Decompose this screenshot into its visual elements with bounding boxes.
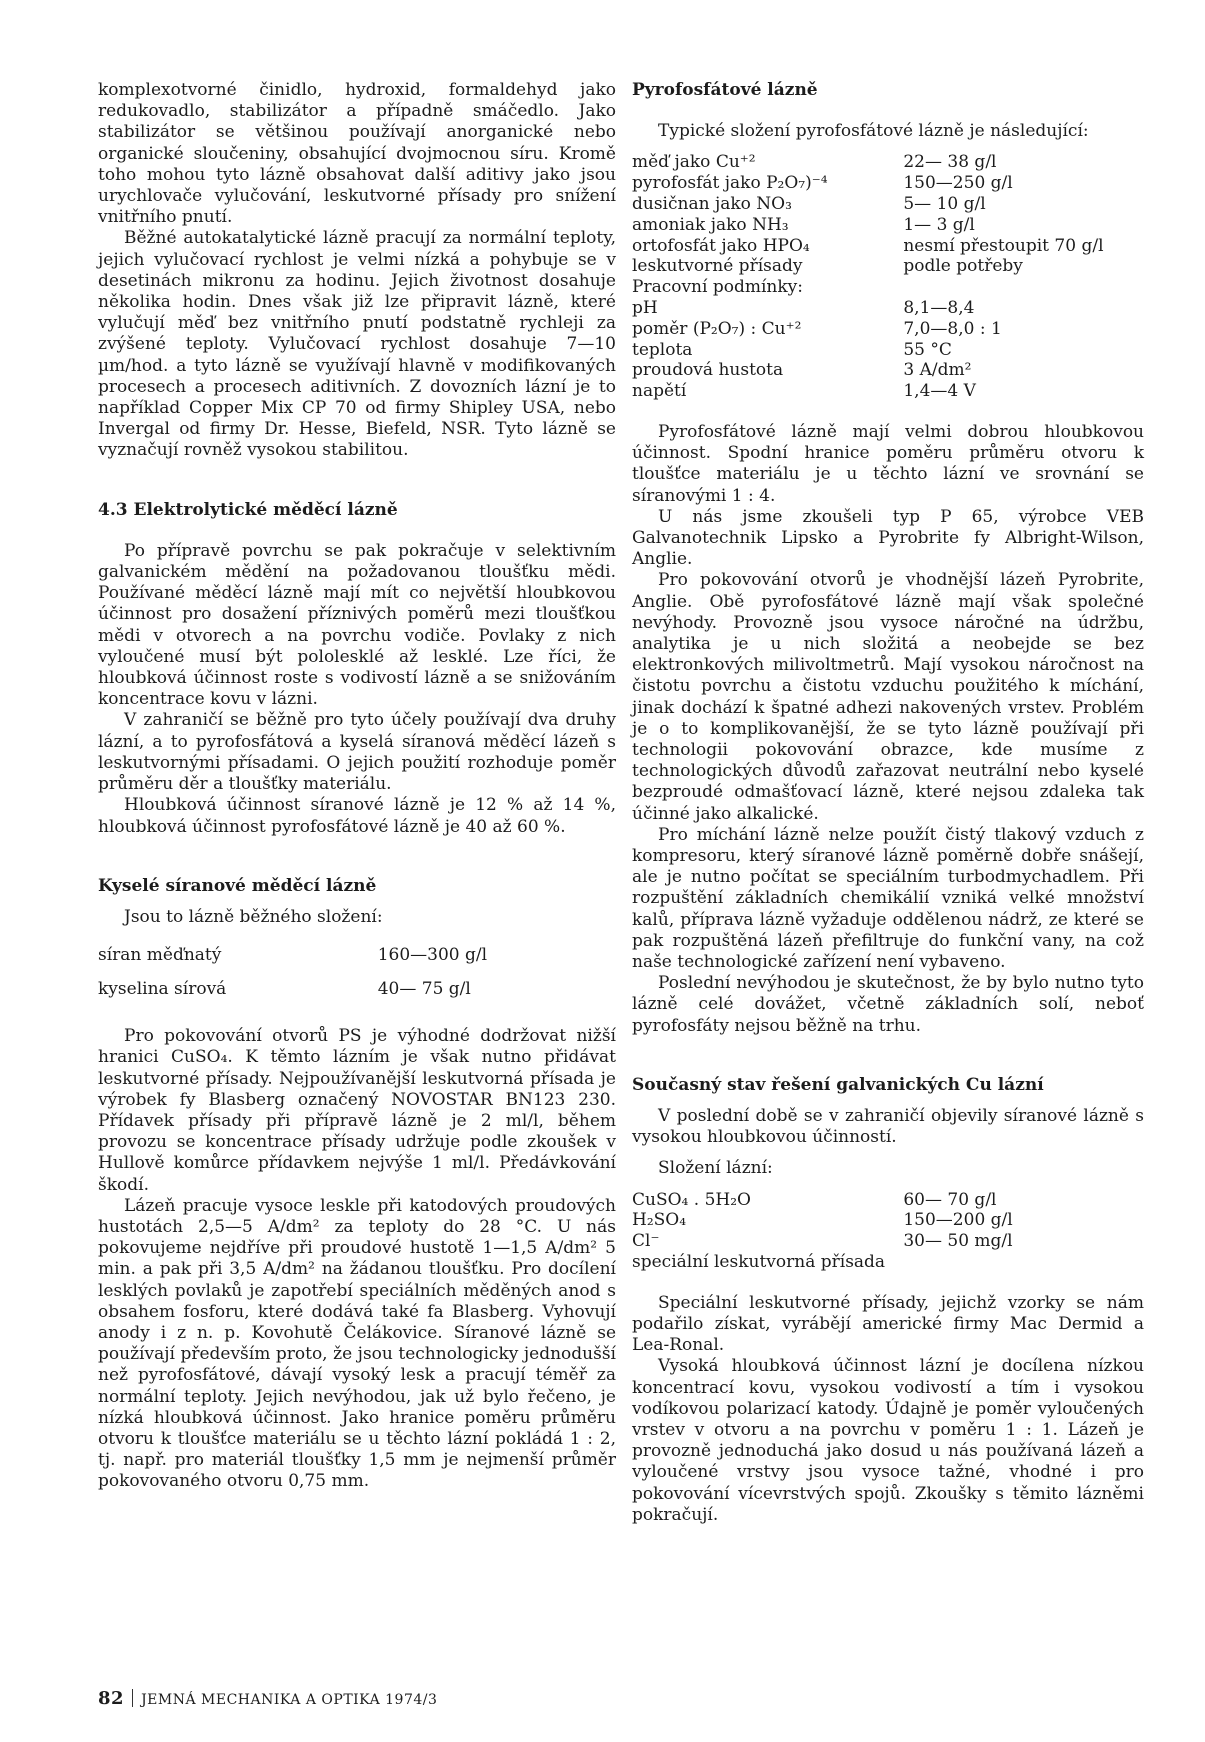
component-value: 3 A/dm² (903, 360, 972, 381)
table-row (632, 319, 1144, 340)
component-name: měď jako Cu⁺² (632, 152, 756, 173)
table-row (632, 173, 1144, 194)
paragraph: Poslední nevýhodou je skutečnost, že by bylo nutno tyto lázně celé dovážet, včetně základních solí, neboť pyrofosfáty nejsou běžně na trhu. (632, 973, 1144, 1036)
component-name: proudová hustota (632, 360, 784, 381)
table-row (632, 298, 1144, 319)
table-row (632, 340, 1144, 361)
component-name: kyselina sírová (98, 979, 227, 1000)
table-row (632, 277, 1144, 298)
component-name: pyrofosfát jako P₂O₇)⁻⁴ (632, 173, 828, 194)
table-row (632, 256, 1144, 277)
paragraph: Jsou to lázně běžného složení: (124, 906, 383, 927)
table-row (632, 215, 1144, 236)
paragraph: Vysoká hloubková účinnost lázní je docílena nízkou koncentrací kovu, vysokou vodivostí a tím i vysokou vodíkovou polarizací katody. Údajně je poměr vyloučených vrstev v otvoru a na povrchu v poměru 1 : 1. Lázeň je provozně jednoduchá jako dosud u nás používaná lázeň a vyloučené vrstvy jsou vysoce tažné, vhodné i pro pokovování vícevrstvých spojů. Zkoušky s těmito lázněmi pokračují. (632, 1356, 1144, 1525)
table-row (632, 152, 1144, 173)
subsection-heading: Současný stav řešení galvanických Cu lázní (632, 1074, 1044, 1095)
paragraph: Typické složení pyrofosfátové lázně je následující: (658, 121, 1089, 142)
table-row (632, 1210, 1144, 1231)
journal-name: JEMNÁ MECHANIKA A OPTIKA 1974/3 (141, 1692, 438, 1708)
component-value (903, 277, 1144, 298)
paragraph: Po přípravě povrchu se pak pokračuje v selektivním galvanickém mědění na požadovanou tloušťku mědi. Používané měděcí lázně mají mít co největší hloubkovou účinnost pro dosažení příznivých poměrů mezi tloušťkou mědi v otvorech a na povrchu vodiče. Povlaky z nich vyloučené musí být pololesklé až lesklé. Lze říci, že hloubková účinnost roste s vodivostí lázně a se snižováním koncentrace kovu v lázni. (98, 540, 616, 710)
component-value: 1,4—4 V (903, 381, 976, 402)
paragraph: Pro míchání lázně nelze použít čistý tlakový vzduch z kompresoru, který síranové lázně poměrně dobře snášejí, ale je nutno počítat se speciálním turbodmychadlem. Při rozpuštění základních chemikálií vzniká velké množství kalů, příprava lázně vyžaduje oddělenou nádrž, ze které se pak rozpuštěná lázeň přefiltruje do funkční vany, na což naše technologické zařízení není vybaveno. (632, 824, 1144, 973)
pyrophosphate-composition-table (632, 152, 1144, 402)
component-value: 40— 75 g/l (377, 979, 471, 1000)
paragraph: V zahraničí se běžně pro tyto účely používají dva druhy lázní, a to pyrofosfátová a kyselá síranová měděcí lázeň s leskutvornými přísadami. O jejich použití rozhoduje poměr průměru děr a tloušťky materiálu. (98, 710, 616, 795)
component-name: leskutvorné přísady (632, 256, 803, 277)
paragraph: Speciální leskutvorné přísady, jejichž vzorky se nám podařilo získat, vyrábějí americké firmy Mac Dermid a Lea-Ronal. (632, 1292, 1144, 1356)
component-value: 150—250 g/l (903, 173, 1013, 194)
component-name: poměr (P₂O₇) : Cu⁺² (632, 318, 802, 339)
page-footer (98, 1688, 437, 1709)
component-name: pH (632, 297, 658, 318)
component-name: teplota (632, 339, 693, 360)
component-value: 8,1—8,4 (903, 297, 975, 318)
table-row (632, 194, 1144, 215)
component-value: 30— 50 mg/l (903, 1231, 1013, 1252)
component-name: ortofosfát jako HPO₄ (632, 235, 810, 256)
component-name: dusičnan jako NO₃ (632, 194, 792, 214)
subsection-heading: Kyselé síranové měděcí lázně (98, 875, 377, 896)
component-value: 55 °C (903, 339, 952, 360)
component-name: CuSO₄ . 5H₂O (632, 1189, 751, 1210)
table-row (98, 938, 616, 972)
section-heading: 4.3 Elektrolytické měděcí lázně (98, 499, 398, 520)
paragraph: Běžné autokatalytické lázně pracují za normální teploty, jejich vylučovací rychlost je velmi nízká a pohybuje se v desetinách mikronu za hodinu. Jejich životnost dosahuje několika hodin. Dnes však již lze připravit lázně, které vylučují měď bez vnitřního pnutí podstatně rychleji za zvýšené teploty. Vylučovací rychlost dosahuje 7—10 µm/hod. a tyto lázně se využívají hlavně v modifikovaných procesech a procesech aditivních. Z dovozních lázní je to například Copper Mix CP 70 od firmy Shipley USA, nebo Invergal od firmy Dr. Hesse, Biefeld, NSR. Tyto lázně se vyznačují rovněž vysokou stabilitou. (98, 228, 616, 461)
paragraph: U nás jsme zkoušeli typ P 65, výrobce VEB Galvanotechnik Lipsko a Pyrobrite fy Albright-Wilson, Anglie. (632, 506, 1144, 570)
component-name: H₂SO₄ (632, 1210, 687, 1231)
component-value: 160—300 g/l (377, 945, 488, 966)
paragraph: Pro pokovování otvorů PS je výhodné dodržovat nižší hranici CuSO₄. K těmto lázním je však nutno přidávat leskutvorné přísady. Nejpoužívanější leskutvorná přísada je výrobek fy Blasberg označený NOVOSTAR BN123 230. Přídavek přísady při přípravě lázně je 2 ml/l, během provozu se koncentrace přísady udržuje podle zkoušek v Hullově komůrce přídavkem nejvýše 1 ml/l. Předávkování škodí. (98, 1026, 616, 1195)
cu-bath-composition-table (632, 1190, 1144, 1273)
component-value: 1— 3 g/l (903, 214, 975, 235)
component-value: podle potřeby (903, 256, 1023, 277)
table-row (632, 1231, 1144, 1252)
component-value: 7,0—8,0 : 1 (903, 318, 1002, 339)
paragraph: Lázeň pracuje vysoce leskle při katodových proudových hustotách 2,5—5 A/dm² za teploty do 28 °C. U nás pokovujeme nejdříve při proudové hustotě 1—1,5 A/dm² 5 min. a pak při 3,5 A/dm² na žádanou tloušťku. Pro docílení lesklých povlaků je zapotřebí speciálních měděných anod s obsahem fosforu, které dodává také fa Blasberg. Vyhovují anody i z n. p. Kovohutě Čelákovice. Síranové lázně se používají především proto, že jsou technologicky jednodušší než pyrofosfátové, dávají vysoký lesk a pracují téměř za normální teploty. Jejich nevýhodou, jak už bylo řečeno, je nízká hloubková účinnost. Jako hranice poměru průměru otvoru k tloušťce materiálu se u těchto lázní pokládá 1 : 2, tj. např. pro materiál tloušťky 1,5 mm je nejmenší průměr pokovovaného otvoru 0,75 mm. (98, 1195, 616, 1492)
page-number: 82 (98, 1688, 125, 1709)
paragraph: Pro pokovování otvorů je vhodnější lázeň Pyrobrite, Anglie. Obě pyrofosfátové lázně mají však společné nevýhody. Provozně jsou vysoce náročné na údržbu, analytika je u nich složitá a neobejde se bez elektronkových milivoltmetrů. Mají vysokou náročnost na čistotu povrchu a čistotu vzduchu použitého k míchání, jinak dochází k špatné adhezi nakovených vrstev. Problém je o to komplikovanější, že se tyto lázně používají při technologii pokovování obrazce, kde musíme z technologických důvodů zařazovat neutrální nebo kyselé bezproudé odmašťovací lázně, které nejsou zdaleka tak účinné jako alkalické. (632, 570, 1144, 824)
component-value: nesmí přestoupit 70 g/l (903, 235, 1104, 256)
table-row (632, 236, 1144, 257)
footer-separator (132, 1689, 133, 1707)
component-name: Cl⁻ (632, 1231, 660, 1252)
right-column (632, 80, 1144, 1526)
paragraph: Pyrofosfátové lázně mají velmi dobrou hloubkovou účinnost. Spodní hranice poměru průměru otvoru k tloušťce materiálu je u těchto lázní ve srovnání se síranovými 1 : 4. (632, 421, 1144, 506)
component-value: 22— 38 g/l (903, 152, 997, 173)
table-row (632, 360, 1144, 381)
component-name: Pracovní podmínky: (632, 277, 803, 298)
composition-table (98, 938, 616, 1006)
left-column (98, 80, 616, 1493)
component-value: 60— 70 g/l (903, 1189, 997, 1210)
paragraph: Složení lázní: (658, 1158, 773, 1179)
component-name: síran měďnatý (98, 945, 222, 966)
paragraph: V poslední době se v zahraničí objevily síranové lázně s vysokou hloubkovou účinností. (632, 1106, 1144, 1148)
paragraph: Hloubková účinnost síranové lázně je 12 % až 14 %, hloubková účinnost pyrofosfátové lázně je 40 až 60 %. (98, 795, 616, 837)
paragraph: komplexotvorné činidlo, hydroxid, formaldehyd jako redukovadlo, stabilizátor a případně smáčedlo. Jako stabilizátor se většinou používají anorganické nebo organické sloučeniny, obsahující dvojmocnou síru. Kromě toho mohou tyto lázně obsahovat další aditivy jako jsou urychlovače vylučování, leskutvorné přísady pro snížení vnitřního pnutí. (98, 80, 616, 228)
component-name: amoniak jako NH₃ (632, 214, 789, 235)
component-value: 5— 10 g/l (903, 194, 986, 214)
subsection-heading: Pyrofosfátové lázně (632, 80, 818, 100)
table-row (632, 381, 1144, 402)
component-name: napětí (632, 381, 687, 402)
component-value: 150—200 g/l (903, 1210, 1013, 1231)
table-row (632, 1190, 1144, 1211)
table-row (98, 972, 616, 1006)
component-name: speciální leskutvorná přísada (632, 1252, 886, 1273)
table-row (632, 1252, 1144, 1273)
